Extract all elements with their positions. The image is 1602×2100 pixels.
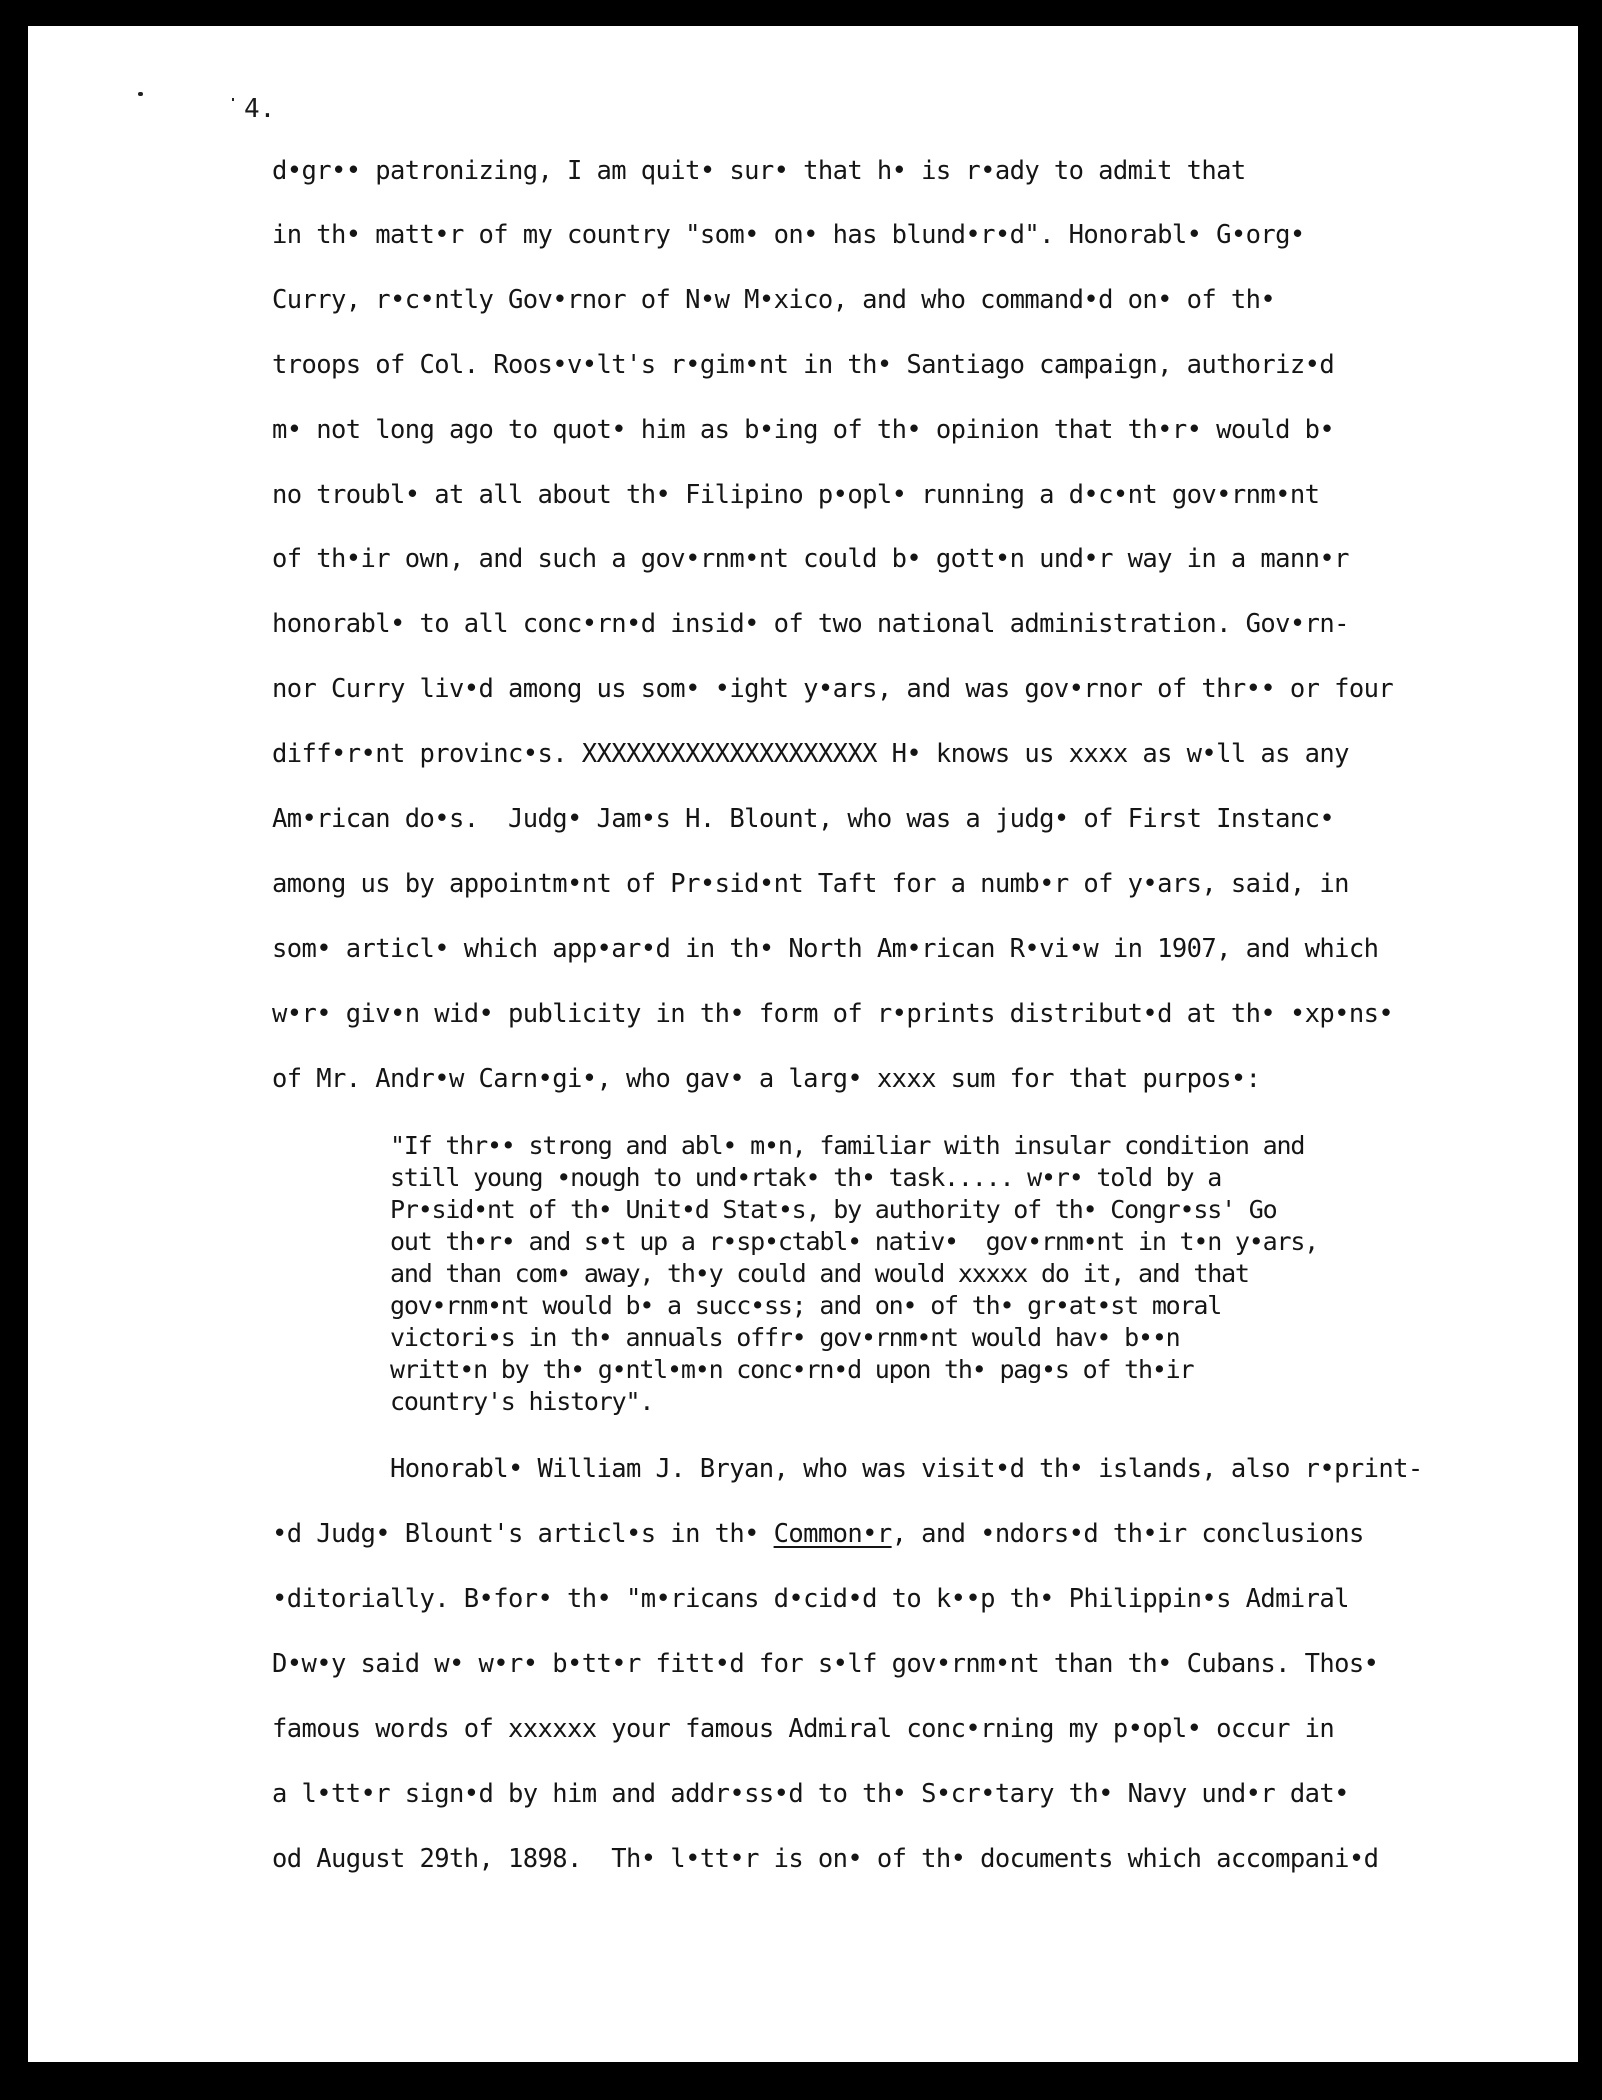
text-line: Curry, r•c•ntly Gov•rnor of N•w M•xico, and who command•d on• of th• (272, 285, 1276, 315)
text-line: of th•ir own, and such a gov•rnm•nt could b• gott•n und•r way in a mann•r (272, 544, 1349, 574)
text-line: •ditorially. B•for• th• "m•ricans d•cid•d to k••p th• Philippin•s Admiral (272, 1584, 1349, 1614)
text-segment: •d Judg• Blount's articl•s in th• (272, 1519, 774, 1549)
text-line: a l•tt•r sign•d by him and addr•ss•d to th• S•cr•tary th• Navy und•r dat• (272, 1779, 1349, 1809)
typewritten-page (28, 26, 1578, 2062)
quote-line: and than com• away, th•y could and would xxxxx do it, and that (390, 1259, 1249, 1288)
page-number: 4. (244, 94, 276, 124)
quote-line: victori•s in th• annuals offr• gov•rnm•nt would hav• b••n (390, 1323, 1180, 1352)
quote-line: Pr•sid•nt of th• Unit•d Stat•s, by authority of th• Congr•ss' Go (390, 1195, 1277, 1224)
text-line: of Mr. Andr•w Carn•gi•, who gav• a larg• xxxx sum for that purpos•: (272, 1064, 1261, 1094)
text-line: no troubl• at all about th• Filipino p•opl• running a d•c•nt gov•rnm•nt (272, 480, 1320, 510)
text-line: troops of Col. Roos•v•lt's r•gim•nt in th• Santiago campaign, authoriz•d (272, 350, 1335, 380)
quote-line: "If thr•• strong and abl• m•n, familiar with insular condition and (390, 1131, 1305, 1160)
text-segment: , and •ndors•d th•ir conclusions (891, 1519, 1364, 1549)
text-line: Am•rican do•s. Judg• Jam•s H. Blount, who was a judg• of First Instanc• (272, 804, 1335, 834)
quote-line: country's history". (390, 1387, 654, 1416)
text-line: in th• matt•r of my country "som• on• has blund•r•d". Honorabl• G•org• (272, 220, 1305, 250)
stray-ink-mark (138, 92, 143, 96)
text-line: honorabl• to all conc•rn•d insid• of two national administration. Gov•rn- (272, 609, 1349, 639)
text-line (272, 1519, 1364, 1549)
text-line: D•w•y said w• w•r• b•tt•r fitt•d for s•lf gov•rnm•nt than th• Cubans. Thos• (272, 1649, 1379, 1679)
text-line: diff•r•nt provinc•s. XXXXXXXXXXXXXXXXXXXX H• knows us xxxx as w•ll as any (272, 739, 1349, 769)
text-line: nor Curry liv•d among us som• •ight y•ars, and was gov•rnor of thr•• or four (272, 674, 1394, 704)
quote-line: writt•n by th• g•ntl•m•n conc•rn•d upon th• pag•s of th•ir (390, 1355, 1194, 1384)
text-line: Honorabl• William J. Bryan, who was visit•d th• islands, also r•print- (390, 1454, 1423, 1484)
text-line: w•r• giv•n wid• publicity in th• form of r•prints distribut•d at th• •xp•ns• (272, 999, 1394, 1029)
quote-line: out th•r• and s•t up a r•sp•ctabl• nativ• gov•rnm•nt in t•n y•ars, (390, 1227, 1319, 1256)
text-line: famous words of xxxxxx your famous Admiral conc•rning my p•opl• occur in (272, 1714, 1335, 1744)
quote-line: gov•rnm•nt would b• a succ•ss; and on• of th• gr•at•st moral (390, 1291, 1222, 1320)
quote-line: still young •nough to und•rtak• th• task..... w•r• told by a (390, 1163, 1222, 1192)
underlined-title: Common•r (773, 1519, 892, 1549)
text-line: m• not long ago to quot• him as b•ing of th• opinion that th•r• would b• (272, 415, 1335, 445)
stray-tick-mark (232, 98, 234, 101)
text-line: d•gr•• patronizing, I am quit• sur• that h• is r•ady to admit that (272, 156, 1246, 186)
text-line: som• articl• which app•ar•d in th• North Am•rican R•vi•w in 1907, and which (272, 934, 1379, 964)
text-line: od August 29th, 1898. Th• l•tt•r is on• of th• documents which accompani•d (272, 1844, 1379, 1874)
text-line: among us by appointm•nt of Pr•sid•nt Taft for a numb•r of y•ars, said, in (272, 869, 1349, 899)
